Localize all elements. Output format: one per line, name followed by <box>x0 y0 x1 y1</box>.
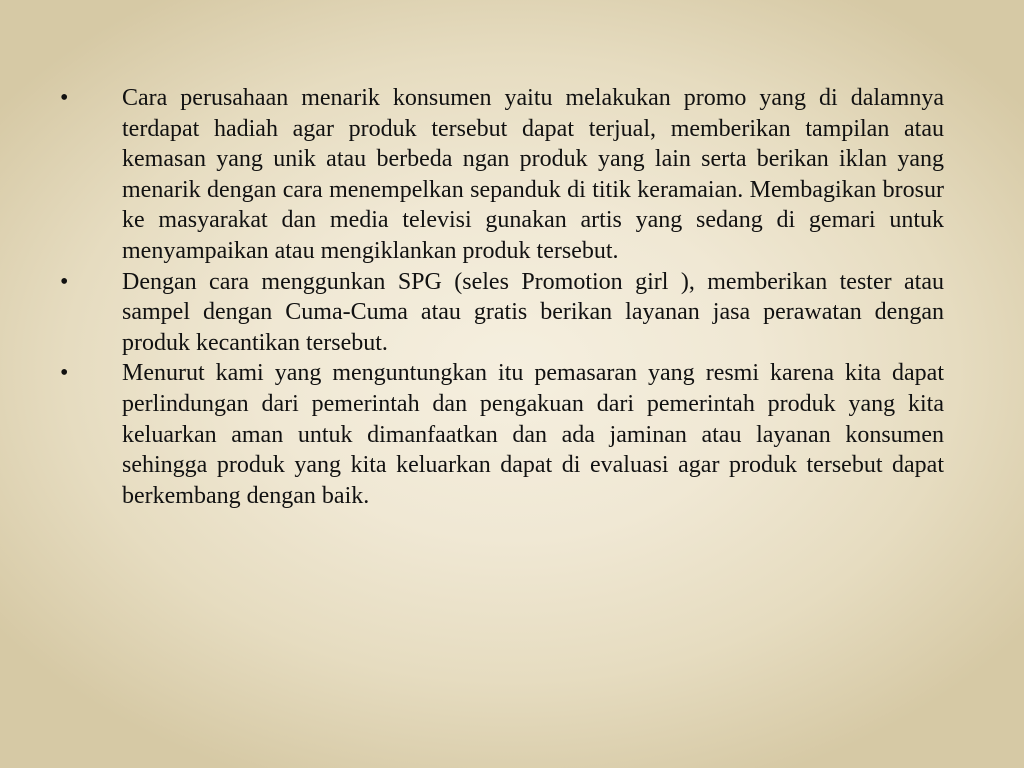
bullet-text-1: Cara perusahaan menarik konsumen yaitu melakukan promo yang di dalamnya terdapat hadiah agar produk tersebut dapat terjual, memberikan tampilan atau kemasan yang unik atau berbeda ngan produk yang lain serta berikan iklan yang menarik dengan cara menempelkan sepanduk di titik keramaian. Membagikan brosur ke masyarakat dan media televisi gunakan artis yang sedang di gemari untuk menyampaikan atau mengiklankan produk tersebut. <box>122 85 944 264</box>
bullet-list <box>58 83 944 511</box>
bullet-text-2: Dengan cara menggunkan SPG (seles Promotion girl ), memberikan tester atau sampel dengan Cuma-Cuma atau gratis berikan layanan jasa perawatan dengan produk kecantikan tersebut. <box>122 268 944 356</box>
bullet-icon: • <box>60 360 69 387</box>
bullet-text-3: Menurut kami yang menguntungkan itu pemasaran yang resmi karena kita dapat perlindungan dari pemerintah dan pengakuan dari pemerintah produk yang kita keluarkan aman untuk dimanfaatkan dan ada jaminan atau layanan konsumen sehingga produk yang kita keluarkan dapat di evaluasi agar produk tersebut dapat berkembang dengan baik. <box>122 360 944 509</box>
bullet-icon: • <box>60 268 69 295</box>
bullet-icon: • <box>60 85 69 111</box>
bullet-item-2 <box>58 267 944 359</box>
bullet-item-3 <box>58 358 944 511</box>
bullet-item-1 <box>58 83 944 267</box>
